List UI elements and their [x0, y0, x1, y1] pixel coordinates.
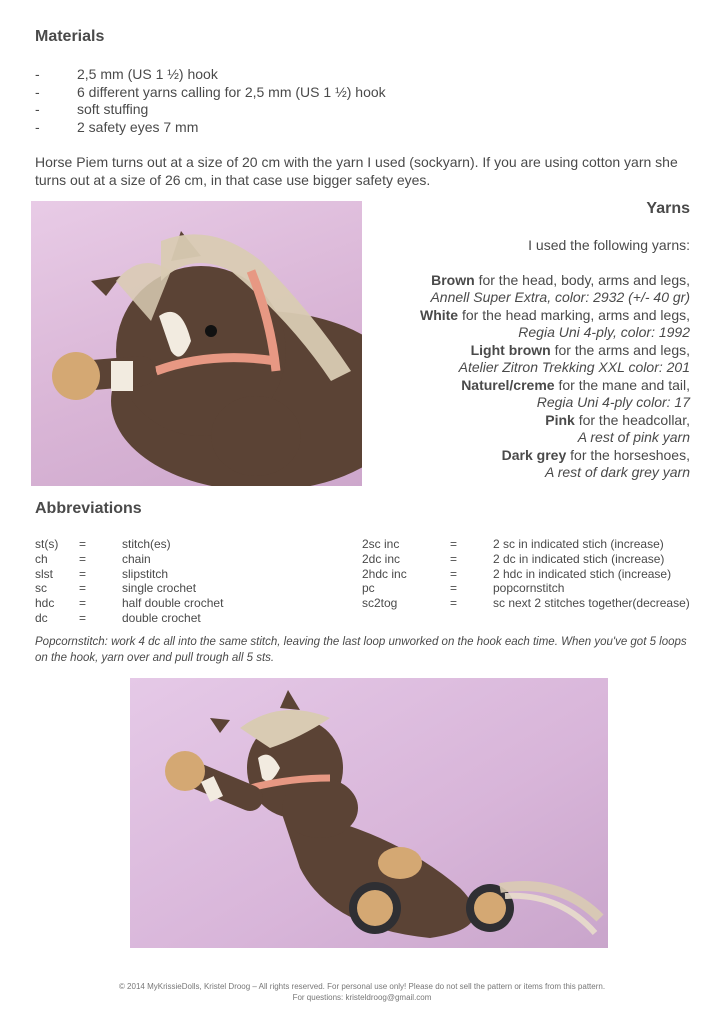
materials-list — [35, 66, 386, 136]
abbreviation-row — [35, 567, 302, 582]
yarn-color: White — [419, 306, 459, 323]
size-intro-paragraph: Horse Piem turns out at a size of 20 cm with the yarn I used (sockyarn). If you are using cotton yarn she turns out at a size of 26 cm, in that case use bigger safety eyes. — [35, 154, 678, 188]
abbr-meaning: 2 hdc in indicated stich (increase) — [493, 566, 672, 581]
yarn-use: for the mane and tail, — [554, 376, 690, 393]
yarn-use: for the horseshoes, — [566, 446, 690, 463]
abbr-meaning: single crochet — [122, 581, 197, 596]
yarn-detail: Regia Uni 4-ply color: 17 — [536, 394, 690, 410]
abbr-equals: = — [79, 566, 87, 581]
abbr-meaning: sc next 2 stitches together(decrease) — [493, 596, 690, 611]
popcorn-stitch-note: Popcornstitch: work 4 dc all into the same stitch, leaving the last loop unworked on the hook each time. When you've got 5 loops on the hook, yarn over and pull trough all 5 sts. — [35, 636, 687, 664]
yarn-entry — [360, 272, 690, 307]
horse-headshot-photo — [31, 201, 362, 486]
abbr-term: hdc — [35, 596, 55, 611]
abbr-meaning: 2 sc in indicated stich (increase) — [493, 537, 664, 551]
yarn-detail: A rest of pink yarn — [577, 429, 690, 445]
yarn-detail: Atelier Zitron Trekking XXL color: 201 — [458, 359, 690, 375]
yarn-entry — [360, 342, 690, 377]
materials-item — [35, 84, 386, 102]
horse-full-body-illustration — [130, 678, 608, 948]
yarn-use: for the head marking, arms and legs, — [458, 306, 690, 323]
abbr-equals: = — [450, 581, 458, 596]
abbreviation-row — [35, 611, 302, 626]
materials-item-text: 6 different yarns calling for 2,5 mm (US 1 ½) hook — [77, 83, 386, 100]
abbreviations-table-left — [35, 537, 302, 626]
list-dash: - — [35, 118, 40, 135]
materials-item — [35, 66, 386, 84]
abbreviation-row — [362, 567, 723, 582]
abbreviation-row — [35, 537, 302, 552]
yarn-detail: Annell Super Extra, color: 2932 (+/- 40 gr) — [430, 289, 690, 305]
abbreviations-heading: Abbreviations — [35, 500, 142, 517]
abbr-term: dc — [35, 610, 48, 625]
abbr-term: st(s) — [35, 537, 59, 551]
yarn-detail: Regia Uni 4-ply, color: 1992 — [518, 324, 690, 340]
yarn-entry — [360, 447, 690, 482]
abbr-term: sc — [35, 581, 47, 596]
abbreviation-row — [362, 552, 723, 567]
materials-item — [35, 119, 386, 137]
abbreviation-row — [362, 596, 723, 611]
yarn-color: Brown — [431, 271, 475, 288]
abbr-meaning: slipstitch — [122, 566, 169, 581]
abbr-equals: = — [450, 551, 458, 566]
horse-headshot-illustration — [31, 201, 362, 486]
yarn-use: for the arms and legs, — [550, 341, 690, 358]
contact-line: For questions: kristeldroog@gmail.com — [292, 992, 432, 1002]
abbr-equals: = — [450, 596, 458, 611]
abbr-equals: = — [79, 610, 87, 625]
yarn-color: Naturel/creme — [461, 376, 555, 393]
abbr-equals: = — [450, 537, 458, 551]
abbr-meaning: 2 dc in indicated stich (increase) — [493, 551, 665, 566]
materials-item-text: 2,5 mm (US 1 ½) hook — [77, 66, 218, 82]
abbr-meaning: stitch(es) — [122, 537, 171, 551]
materials-heading: Materials — [35, 28, 105, 45]
abbr-equals: = — [79, 537, 87, 551]
copyright-footer — [0, 982, 724, 1003]
list-dash: - — [35, 101, 40, 117]
yarn-color: Dark grey — [501, 446, 567, 463]
abbr-term: 2sc inc — [362, 537, 400, 551]
horse-full-body-photo — [130, 678, 608, 948]
materials-item-text: 2 safety eyes 7 mm — [77, 118, 199, 135]
materials-item-text: soft stuffing — [77, 101, 149, 117]
yarn-color: Pink — [545, 411, 575, 428]
abbr-equals: = — [79, 551, 87, 566]
materials-item — [35, 101, 386, 119]
list-dash: - — [35, 66, 40, 82]
yarn-entry — [360, 307, 690, 342]
abbr-term: slst — [35, 566, 53, 581]
abbreviation-row — [35, 596, 302, 611]
list-dash: - — [35, 83, 40, 100]
abbreviation-row — [35, 581, 302, 596]
yarn-detail: A rest of dark grey yarn — [545, 464, 690, 480]
yarn-color: Light brown — [470, 341, 551, 358]
yarn-use: for the head, body, arms and legs, — [474, 271, 690, 288]
abbr-term: 2dc inc — [362, 551, 401, 566]
abbr-meaning: double crochet — [122, 610, 201, 625]
abbreviation-row — [362, 581, 723, 596]
yarn-entry — [360, 412, 690, 447]
abbr-equals: = — [79, 581, 87, 596]
abbr-term: pc — [362, 581, 375, 596]
copyright-line: © 2014 MyKrissieDolls, Kristel Droog – All rights reserved. For personal use only! Please do not sell the pattern or items from this pattern. — [118, 982, 606, 991]
abbr-term: ch — [35, 551, 48, 566]
abbreviation-row — [362, 537, 723, 552]
yarns-intro: I used the following yarns: — [528, 237, 690, 253]
abbr-meaning: chain — [122, 551, 151, 566]
yarn-entry — [360, 377, 690, 412]
abbr-term: sc2tog — [362, 596, 398, 611]
yarns-heading: Yarns — [646, 200, 690, 217]
yarn-use: for the headcollar, — [574, 411, 690, 428]
abbr-term: 2hdc inc — [362, 566, 407, 581]
abbr-meaning: popcornstitch — [493, 581, 565, 596]
abbreviations-table-right — [362, 537, 723, 611]
yarns-list — [360, 237, 690, 482]
abbr-equals: = — [450, 566, 458, 581]
abbr-equals: = — [79, 596, 87, 611]
abbreviation-row — [35, 552, 302, 567]
abbr-meaning: half double crochet — [122, 596, 224, 611]
